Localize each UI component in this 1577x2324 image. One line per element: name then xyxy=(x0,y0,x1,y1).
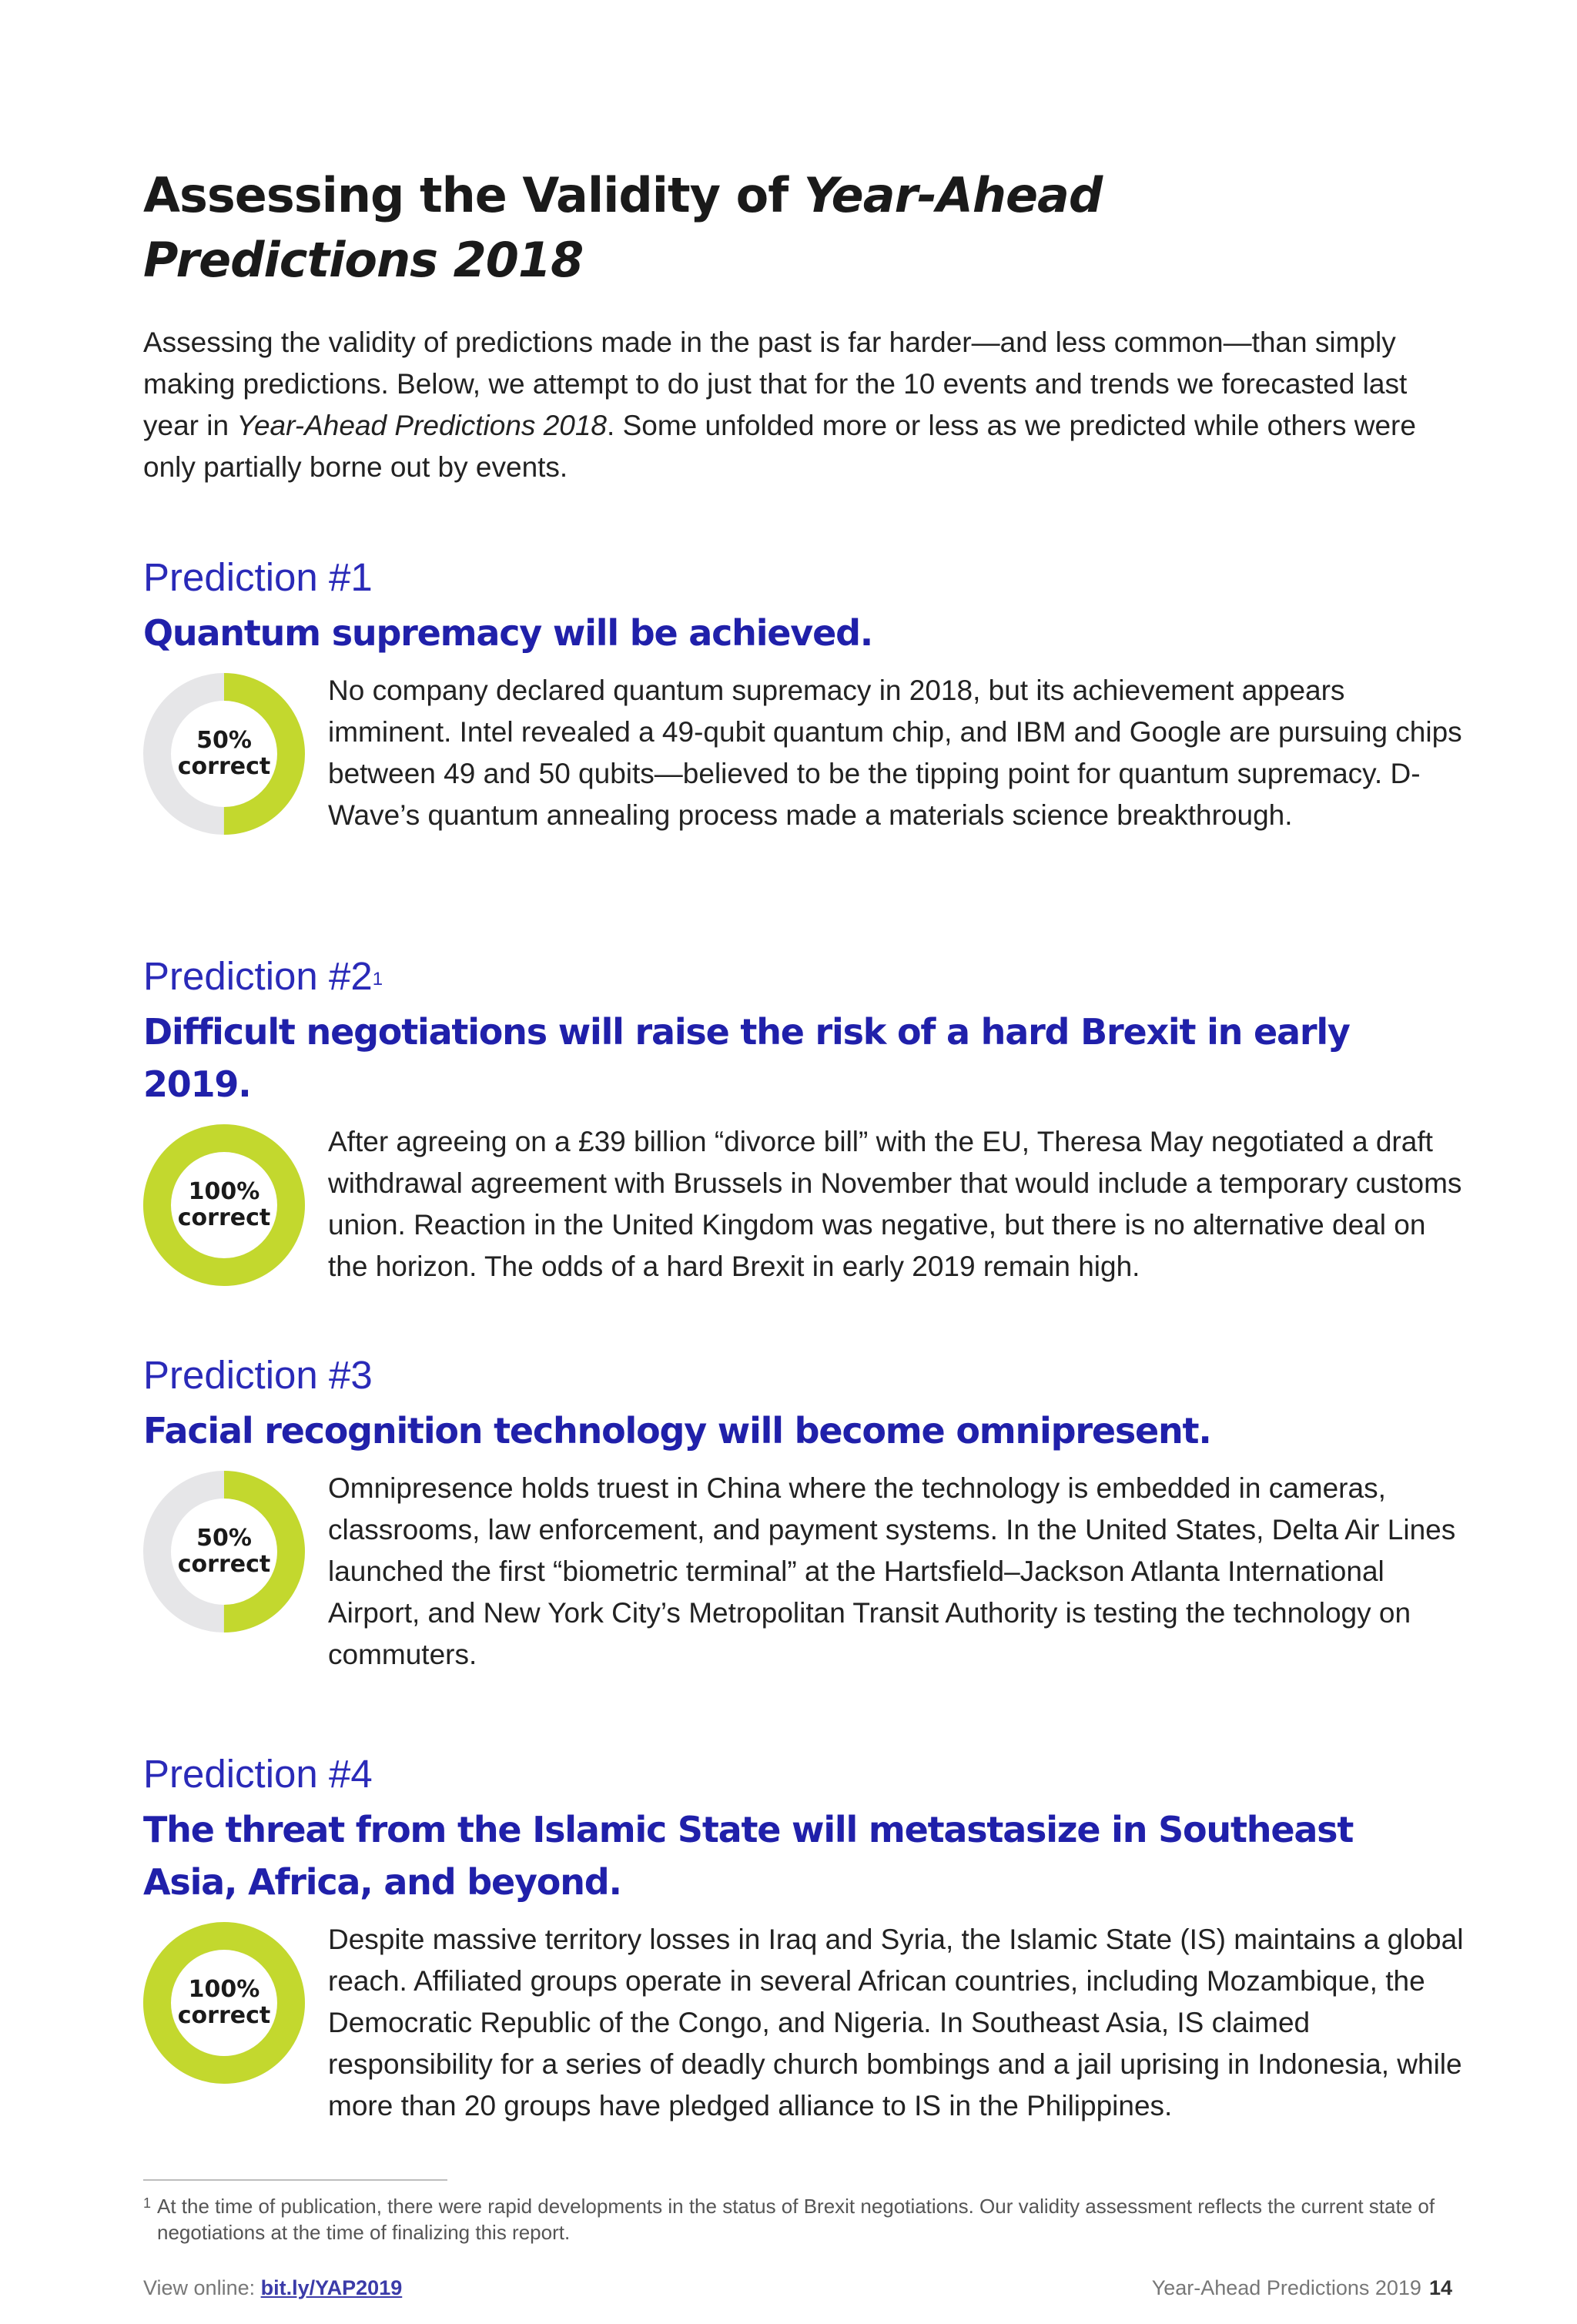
prediction-text: No company declared quantum supremacy in 2018, but its achievement appears imminent. Intel revealed a 49-qubit quantum chip, and IBM and Google are pursuing chips between 49 and 50 qubits—believed to be the tipping point for quantum supremacy. D-Wave’s quantum annealing process made a materials science breakthrough. xyxy=(328,675,1462,831)
intro-text-a: Assessing the validity of predictions made in the past is far harder—and less common—than simply making predictions. Below, we attempt to do just that for the 10 events and trends we forecasted last year in xyxy=(143,326,1408,441)
prediction-number-text: Prediction #1 xyxy=(143,555,373,599)
score-donut xyxy=(143,1471,305,1632)
prediction-number xyxy=(143,1751,1468,1797)
intro-paragraph xyxy=(143,322,1421,488)
title-part1: Assessing the Validity of xyxy=(143,167,804,223)
prediction-body xyxy=(143,670,1468,836)
prediction-text: Despite massive territory losses in Iraq and Syria, the Islamic State (IS) maintains a global reach. Affiliated groups operate in several African countries, including Mozambique, the Democratic Republic of the Congo, and Nigeria. In Southeast Asia, IS claimed responsibility for a series of deadly church bombings and a jail uprising in Indonesia, while more than 20 groups have pledged alliance to IS in the Philippines. xyxy=(328,1924,1464,2121)
donut-label xyxy=(143,1922,305,2084)
footnote-mark: 1 xyxy=(143,2195,152,2211)
prediction-body xyxy=(143,1121,1468,1288)
prediction-number-text: Prediction #2 xyxy=(143,954,373,998)
title-part2: Year-Ahead xyxy=(803,167,1103,223)
score-percent: 50% xyxy=(196,1525,252,1552)
footnote-text: At the time of publication, there were rapid developments in the status of Brexit negotiations. Our validity assessment reflects the current state of negotiations at the time of finalizing this report. xyxy=(157,2195,1435,2244)
prediction-title: Difficult negotiations will raise the risk of a hard Brexit in early 2019. xyxy=(143,1011,1350,1105)
prediction-title: Facial recognition technology will become omnipresent. xyxy=(143,1410,1211,1452)
prediction-number xyxy=(143,554,1468,601)
view-online-link[interactable]: bit.ly/YAP2019 xyxy=(260,2276,403,2299)
publication-name: Year-Ahead Predictions 2019 xyxy=(1151,2276,1421,2299)
page-title xyxy=(143,163,1102,293)
prediction-title: Quantum supremacy will be achieved. xyxy=(143,612,873,654)
donut-label xyxy=(143,1471,305,1632)
score-word: correct xyxy=(177,1551,271,1578)
prediction-2 xyxy=(143,953,1468,1288)
prediction-text: Omnipresence holds truest in China where the technology is embedded in cameras, classrooms, law enforcement, and payment systems. In the United States, Delta Air Lines launched the first “biometric terminal” at the Hartsfield–Jackson Atlanta International Airport, and New York City’s Metropolitan Transit Authority is testing the technology on commuters. xyxy=(328,1472,1456,1670)
score-donut xyxy=(143,1124,305,1286)
score-donut xyxy=(143,673,305,835)
footnote-ref[interactable]: 1 xyxy=(372,969,383,990)
footer-page-info xyxy=(836,2276,1452,2300)
prediction-4 xyxy=(143,1751,1468,2127)
score-donut xyxy=(143,1922,305,2084)
footer-view-online xyxy=(143,2276,402,2300)
prediction-1 xyxy=(143,554,1468,836)
prediction-body xyxy=(143,1919,1468,2127)
footnote xyxy=(143,2193,1437,2245)
title-line2: Predictions 2018 xyxy=(143,232,584,288)
prediction-number xyxy=(143,1352,1468,1398)
page-number: 14 xyxy=(1428,2276,1452,2299)
intro-text-italic: Year-Ahead Predictions 2018 xyxy=(236,410,608,441)
intro-text-b: . Some unfolded more or less as we predicted while others were only partially borne out by events. xyxy=(143,410,1416,483)
score-percent: 100% xyxy=(188,1976,260,2003)
score-word: correct xyxy=(177,2002,271,2029)
prediction-number xyxy=(143,953,1468,1000)
prediction-number-text: Prediction #4 xyxy=(143,1752,373,1796)
score-percent: 50% xyxy=(196,727,252,754)
prediction-text: After agreeing on a £39 billion “divorce bill” with the EU, Theresa May negotiated a draft withdrawal agreement with Brussels in November that would include a temporary customs union. Reaction in the United Kingdom was negative, but there is no alternative deal on the horizon. The odds of a hard Brexit in early 2019 remain high. xyxy=(328,1126,1462,1282)
prediction-number-text: Prediction #3 xyxy=(143,1353,373,1397)
prediction-body xyxy=(143,1468,1468,1676)
view-online-label: View online: xyxy=(143,2276,256,2299)
score-word: correct xyxy=(177,753,271,780)
donut-label xyxy=(143,1124,305,1286)
footnote-divider xyxy=(143,2179,447,2181)
donut-label xyxy=(143,673,305,835)
prediction-title: The threat from the Islamic State will metastasize in Southeast Asia, Africa, and beyond. xyxy=(143,1809,1354,1903)
prediction-3 xyxy=(143,1352,1468,1676)
score-word: correct xyxy=(177,1204,271,1231)
score-percent: 100% xyxy=(188,1178,260,1205)
